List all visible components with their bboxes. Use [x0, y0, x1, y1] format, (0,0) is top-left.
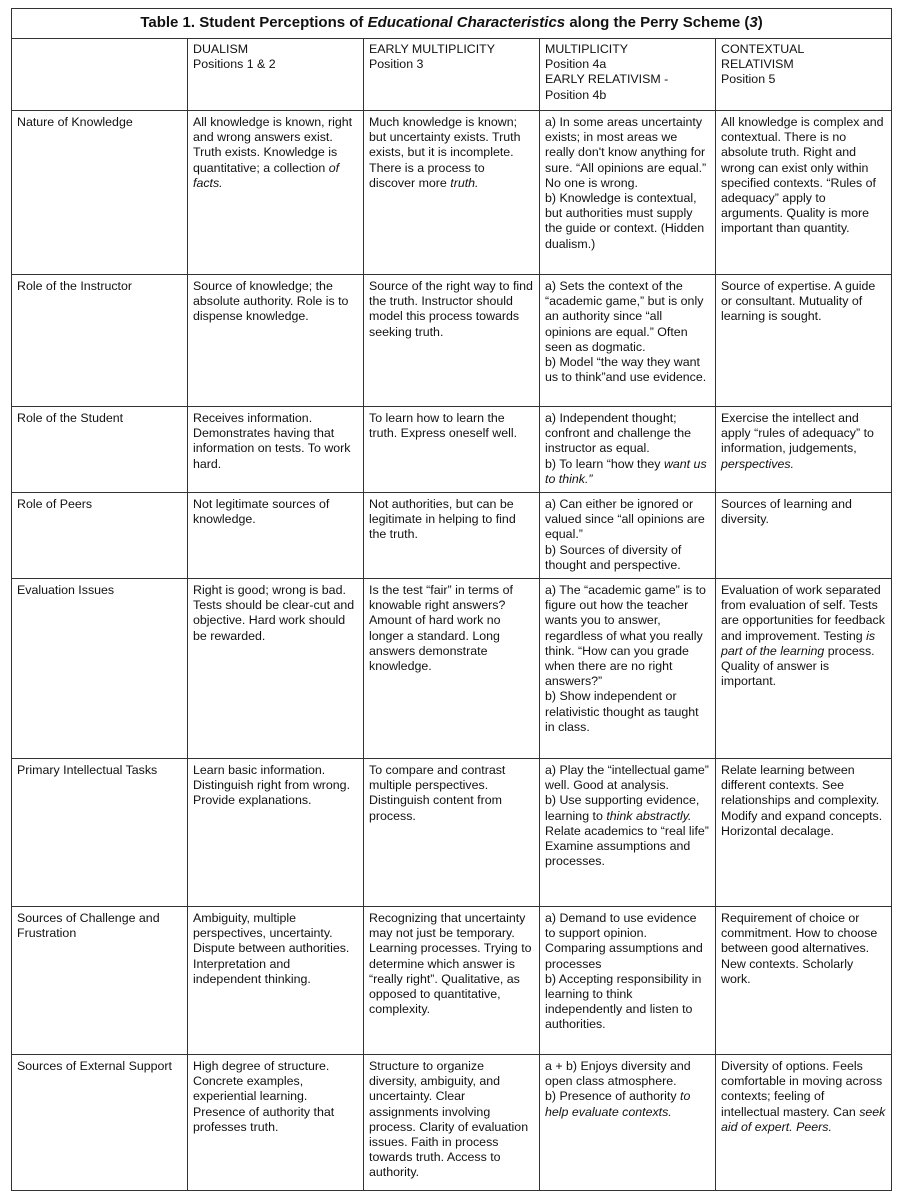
cell-multiplicity: a) The “academic game” is to figure out how the teacher wants you to answer, regardless of what you really think. “How can you grade when there are no right answers?” b) Show independent or relativistic thought as taught in class. [540, 579, 716, 759]
cell-contextual-relativism: Evaluation of work separated from evaluation of self. Tests are opportunities for feedback and improvement. Testing is part of the learning process. Quality of answer is important. [716, 579, 892, 759]
cell-contextual-relativism: Diversity of options. Feels comfortable in moving across contexts; feeling of intellectual mastery. Can seek aid of expert. Peers. [716, 1055, 892, 1191]
row-label: Sources of Challenge and Frustration [12, 907, 188, 1055]
cell-contextual-relativism: Requirement of choice or commitment. How to choose between good alternatives. New contexts. Scholarly work. [716, 907, 892, 1055]
cell-multiplicity: a) Demand to use evidence to support opinion. Comparing assumptions and processes b) Accepting responsibility in learning to think independently and listen to authorities. [540, 907, 716, 1055]
row-label: Role of Peers [12, 493, 188, 579]
header-early-multiplicity: EARLY MULTIPLICITY Position 3 [364, 39, 540, 111]
row-label: Primary Intellectual Tasks [12, 759, 188, 907]
perry-scheme-table [11, 8, 892, 1191]
cell-multiplicity: a) In some areas uncertainty exists; in most areas we really don't know anything for sure. “All opinions are equal.” No one is wrong. b) Knowledge is contextual, but authorities must supply the guide or context. (Hidden dualism.) [540, 111, 716, 275]
table-row [12, 407, 892, 493]
perry-scheme-table-page [11, 8, 891, 1191]
cell-dualism: Right is good; wrong is bad. Tests should be clear-cut and objective. Hard work should be rewarded. [188, 579, 364, 759]
cell-multiplicity: a + b) Enjoys diversity and open class atmosphere. b) Presence of authority to help evaluate contexts. [540, 1055, 716, 1191]
header-contextual-relativism: CONTEXTUAL RELATIVISM Position 5 [716, 39, 892, 111]
table-row [12, 493, 892, 579]
cell-early-multiplicity: Is the test “fair” in terms of knowable right answers? Amount of hard work no longer a standard. Long answers demonstrate knowledge. [364, 579, 540, 759]
cell-dualism: Ambiguity, multiple perspectives, uncertainty. Dispute between authorities. Interpretation and independent thinking. [188, 907, 364, 1055]
header-empty-cell [12, 39, 188, 111]
row-label: Nature of Knowledge [12, 111, 188, 275]
cell-early-multiplicity: To learn how to learn the truth. Express oneself well. [364, 407, 540, 493]
cell-early-multiplicity: Recognizing that uncertainty may not just be temporary. Learning processes. Trying to determine which answer is “really right”. Qualitative, as opposed to quantitative, complexity. [364, 907, 540, 1055]
cell-multiplicity: a) Sets the context of the “academic game,” but is only an authority since “all opinions are equal.” Often seen as dogmatic. b) Model “the way they want us to think”and use evidence. [540, 275, 716, 407]
cell-multiplicity: a) Play the “intellectual game” well. Good at analysis. b) Use supporting evidence, learning to think abstractly. Relate academics to “real life” Examine assumptions and processes. [540, 759, 716, 907]
header-dualism: DUALISM Positions 1 & 2 [188, 39, 364, 111]
cell-dualism: Source of knowledge; the absolute authority. Role is to dispense knowledge. [188, 275, 364, 407]
table-row [12, 275, 892, 407]
cell-multiplicity: a) Can either be ignored or valued since “all opinions are equal.” b) Sources of diversity of thought and perspective. [540, 493, 716, 579]
cell-multiplicity: a) Independent thought; confront and challenge the instructor as equal. b) To learn “how they want us to think.” [540, 407, 716, 493]
cell-early-multiplicity: Structure to organize diversity, ambiguity, and uncertainty. Clear assignments involving process. Clarity of evaluation issues. Faith in process towards truth. Access to authority. [364, 1055, 540, 1191]
cell-contextual-relativism: Sources of learning and diversity. [716, 493, 892, 579]
table-row [12, 1055, 892, 1191]
row-label: Role of the Student [12, 407, 188, 493]
table-row [12, 579, 892, 759]
cell-dualism: Not legitimate sources of knowledge. [188, 493, 364, 579]
row-label: Sources of External Support [12, 1055, 188, 1191]
table-title-row [12, 9, 892, 39]
cell-early-multiplicity: Much knowledge is known; but uncertainty exists. Truth exists, but it is incomplete. There is a process to discover more truth. [364, 111, 540, 275]
cell-early-multiplicity: Not authorities, but can be legitimate in helping to find the truth. [364, 493, 540, 579]
row-label: Role of the Instructor [12, 275, 188, 407]
cell-dualism: Learn basic information. Distinguish right from wrong. Provide explanations. [188, 759, 364, 907]
cell-dualism: Receives information. Demonstrates having that information on tests. To work hard. [188, 407, 364, 493]
table-row [12, 111, 892, 275]
cell-early-multiplicity: Source of the right way to find the truth. Instructor should model this process towards seeking truth. [364, 275, 540, 407]
column-header-row [12, 39, 892, 111]
table-row [12, 907, 892, 1055]
table-row [12, 759, 892, 907]
row-label: Evaluation Issues [12, 579, 188, 759]
cell-contextual-relativism: Exercise the intellect and apply “rules of adequacy” to information, judgements, perspectives. [716, 407, 892, 493]
cell-contextual-relativism: Relate learning between different contexts. See relationships and complexity. Modify and expand concepts. Horizontal decalage. [716, 759, 892, 907]
cell-dualism: High degree of structure. Concrete examples, experiential learning. Presence of authority that professes truth. [188, 1055, 364, 1191]
table-title: Table 1. Student Perceptions of Educational Characteristics along the Perry Scheme (3) [12, 9, 892, 39]
cell-early-multiplicity: To compare and contrast multiple perspectives. Distinguish content from process. [364, 759, 540, 907]
header-multiplicity: MULTIPLICITY Position 4a EARLY RELATIVISM - Position 4b [540, 39, 716, 111]
cell-contextual-relativism: Source of expertise. A guide or consultant. Mutuality of learning is sought. [716, 275, 892, 407]
cell-contextual-relativism: All knowledge is complex and contextual. There is no absolute truth. Right and wrong can exist only within specified contexts. “Rules of adequacy” apply to arguments. Quality is more important than quantity. [716, 111, 892, 275]
cell-dualism: All knowledge is known, right and wrong answers exist. Truth exists. Knowledge is quantitative; a collection of facts. [188, 111, 364, 275]
